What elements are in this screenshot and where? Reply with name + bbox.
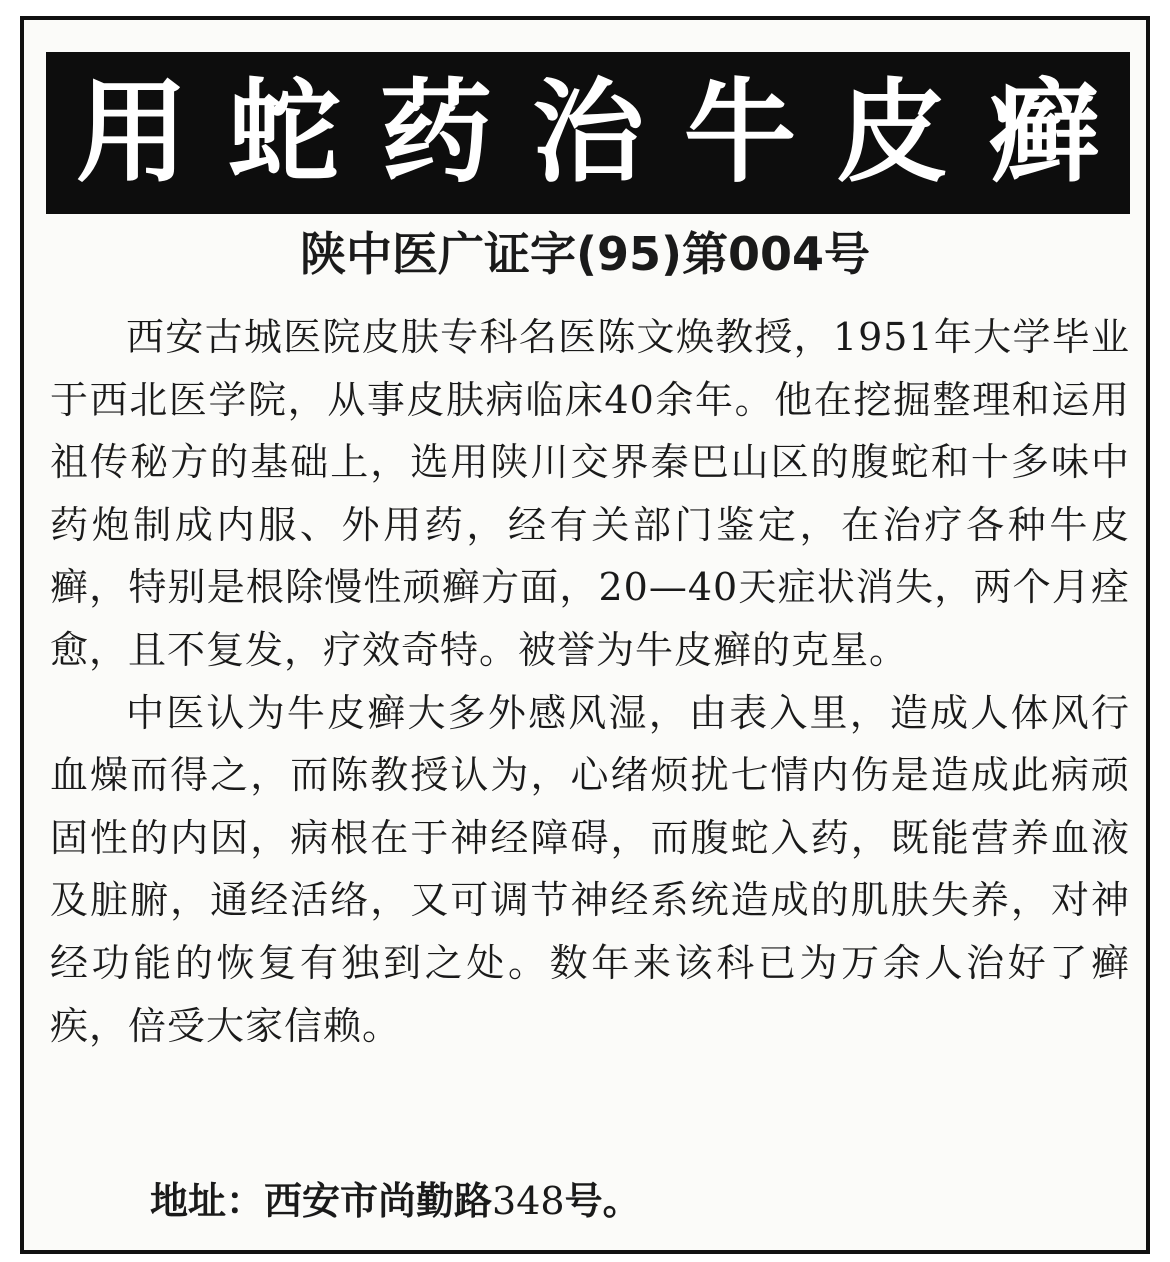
article-paragraph: 西安古城医院皮肤专科名医陈文焕教授，1951年大学毕业于西北医学院，从事皮肤病临床40余年。他在挖掘整理和运用祖传秘方的基础上，选用陕川交界秦巴山区的腹蛇和十多味中药炮制成内服、外用药，经有关部门鉴定，在治疗各种牛皮癣，特别是根除慢性顽癣方面，20—40天症状消失，两个月痊愈，且不复发，疗效奇特。被誉为牛皮癣的克星。 [50, 315, 1130, 672]
address-number: 348 [492, 1179, 565, 1223]
address-label: 地址： [150, 1179, 265, 1223]
article-body [50, 306, 1130, 1057]
address-suffix: 号。 [564, 1179, 641, 1223]
article-paragraph: 中医认为牛皮癣大多外感风湿，由表入里，造成人体风行血燥而得之，而陈教授认为，心绪烦扰七情内伤是造成此病顽固性的内因，病根在于神经障碍，而腹蛇入药，既能营养血液及脏腑，通经活络，又可调节神经系统造成的肌肤失养，对神经功能的恢复有独到之处。数年来该科已为万余人治好了癣疾，倍受大家信赖。 [50, 690, 1130, 1048]
address-line [150, 1170, 641, 1232]
title-banner [46, 52, 1140, 214]
page-title: 用蛇药治牛皮癣 [76, 68, 1140, 198]
license-number: 陕中医广证字(95)第004号 [299, 227, 871, 281]
advertisement-frame [20, 16, 1150, 1254]
address-street: 西安市尚勤路 [264, 1179, 493, 1223]
